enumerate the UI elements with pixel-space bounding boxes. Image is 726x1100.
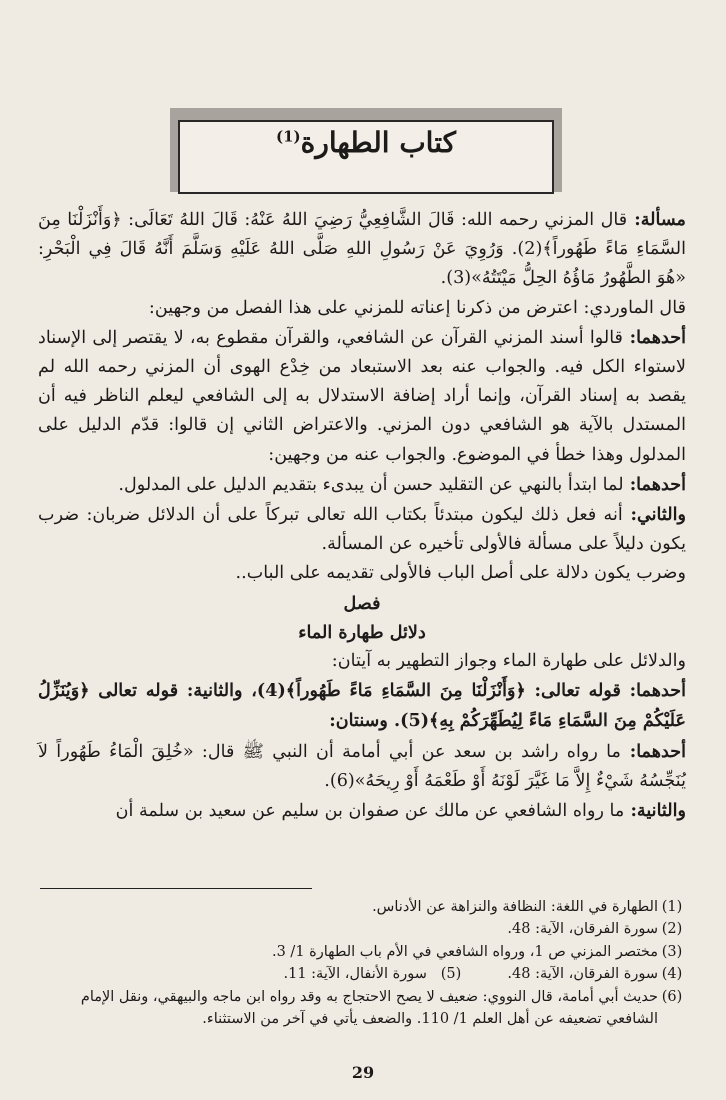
- mawardi-text: قال الماوردي: اعترض من ذكرنا إعناته للمزني على هذا الفصل من وجهين:: [148, 297, 686, 318]
- section-subheading: دلائل طهارة الماء: [298, 621, 426, 643]
- page-number: 29: [351, 1063, 375, 1082]
- verses-label: أحدهما: قوله تعالى:: [525, 680, 686, 702]
- footnote-number: (6): [661, 988, 683, 1005]
- footnote-text: الطهارة في اللغة: النظافة والنزاهة عن الأدناس.: [372, 899, 658, 915]
- answer-one-text: لما ابتدأ بالنهي عن التقليد حسن أن يبدىء بتقديم الدليل على المدلول.: [118, 474, 624, 495]
- issue-paragraph: [38, 205, 686, 294]
- second-kind-paragraph: [38, 559, 686, 588]
- footnote-text: مختصر المزني ص 1، ورواه الشافعي في الأم باب الطهارة 1/ 3.: [271, 943, 658, 960]
- first-objection-label: أحدهما:: [622, 326, 686, 348]
- verses-paragraph: [38, 676, 686, 736]
- hadith-two-paragraph: [38, 796, 686, 826]
- footnote-number: (4): [661, 966, 683, 983]
- footnote: [38, 941, 686, 963]
- answer-one-label: أحدهما:: [623, 473, 686, 495]
- answer-one-paragraph: [38, 470, 686, 500]
- footnote: [38, 896, 686, 918]
- first-objection-paragraph: [38, 323, 686, 470]
- answer-two-paragraph: [38, 500, 686, 559]
- evidence-intro-paragraph: [38, 647, 686, 676]
- chapter-title-footnote-ref: (1): [276, 127, 301, 146]
- chapter-title-box: [170, 108, 562, 192]
- issue-label: مسألة:: [627, 209, 686, 230]
- answer-two-text: أنه فعل ذلك ليكون مبتدئاً بكتاب الله تعالى تبركاً على أن الدلائل ضربان: ضرب يكون دليلاً على مسألة فالأولى تأخيره عن المسألة.: [38, 505, 686, 555]
- hadith-one-text: ما رواه راشد بن سعد عن أبي أمامة أن النبي ﷺ قال: «خُلِقَ الْمَاءُ طَهُوراً لاَ يُنَجِّسُهُ شَيْءٌ إِلاَّ مَا غَيَّرَ لَوْنَهُ أَوْ طَعْمَهُ أَوْ رِيحَهُ»(6).: [38, 741, 686, 791]
- footnote-number: (3): [661, 943, 683, 960]
- footnote: [38, 986, 686, 1031]
- second-kind-text: وضرب يكون دلالة على أصل الباب فالأولى تقديمه على الباب..: [235, 563, 686, 584]
- section-heading: فصل: [343, 592, 381, 614]
- footnote: [38, 963, 686, 985]
- evidence-intro-text: والدلائل على طهارة الماء وجواز التطهير به آيتان:: [331, 651, 686, 672]
- footnote-text: سورة الفرقان، الآية: 48.: [507, 921, 658, 938]
- answer-two-label: والثاني:: [622, 504, 686, 526]
- issue-text: قال المزني رحمه الله: قَالَ الشَّافِعِيُّ رَضِيَ اللهُ عَنْهُ: قَالَ اللهُ تَعَالَى: ﴿وَأَنْزَلْنَا مِنَ السَّمَاءِ مَاءً طَهُوراً﴾(2). وَرُوِيَ عَنْ رَسُولِ اللهِ صَلَّى اللهُ عَلَيْهِ وَسَلَّمَ أَنَّهُ قَالَ فِي الْبَحْرِ: «هُوَ الطَّهُورُ مَاؤُهُ الحِلُّ مَيْتَتُهُ»(3).: [38, 210, 687, 289]
- hadith-two-label: والثانية:: [624, 800, 686, 822]
- hadith-two-text: ما رواه الشافعي عن مالك عن صفوان بن سليم عن سعيد بن سلمة أن: [115, 801, 625, 822]
- footnote: [38, 918, 686, 940]
- main-text: [38, 205, 686, 826]
- mawardi-paragraph: [38, 294, 686, 323]
- hadith-one-paragraph: [38, 737, 686, 796]
- hadith-one-label: أحدهما:: [620, 740, 687, 762]
- first-objection-text: قالوا أسند المزني القرآن عن الشافعي، والقرآن مقطوع به، لا يقتصر إلى الإسناد لاستواء الكل فيه. والجواب عنه بعد الاستبعاد من خِدْع الهوى أن المزني رحمه الله لم يقصد به إسناد القرآن، وإنما أراد إضافة الاستدلال به إلى الشافعي ليعلم الناظر فيه أن المستدل بالآية هو الشافعي دون المزني. والاعتراض الثاني إن قالوا: قدّم الدليل على المدلول وهذا خطأ في الموضوع. والجواب عنه من وجهين:: [38, 327, 686, 465]
- verses-text: ﴿وَأَنْزَلْنَا مِنَ السَّمَاءِ مَاءً طَهُوراً﴾(4)، والثانية: قوله تعالى ﴿وَيُنَزِّلُ عَلَيْكُمْ مِنَ السَّمَاءِ مَاءً لِيُطَهِّرَكُمْ بِهِ﴾(5). وسنتان:: [38, 680, 686, 732]
- chapter-title-text: كتاب الطهارة: [300, 126, 456, 159]
- footnote-divider: [40, 888, 312, 889]
- footnotes: [38, 896, 686, 1031]
- footnote-text: سورة الفرقان، الآية: 48. (5) سورة الأنفال، الآية: 11.: [283, 966, 658, 983]
- footnote-number: (1): [661, 899, 683, 915]
- footnote-number: (2): [661, 921, 683, 938]
- chapter-title: [170, 126, 562, 159]
- footnote-text: حديث أبي أمامة، قال النووي: ضعيف لا يصح الاحتجاج به وقد رواه ابن ماجه والبيهقي، ونقل الإمام الشافعي تضعيفه عن أهل العلم 1/ 110. والضعف يأتي في آخر من الاستثناء.: [80, 988, 658, 1028]
